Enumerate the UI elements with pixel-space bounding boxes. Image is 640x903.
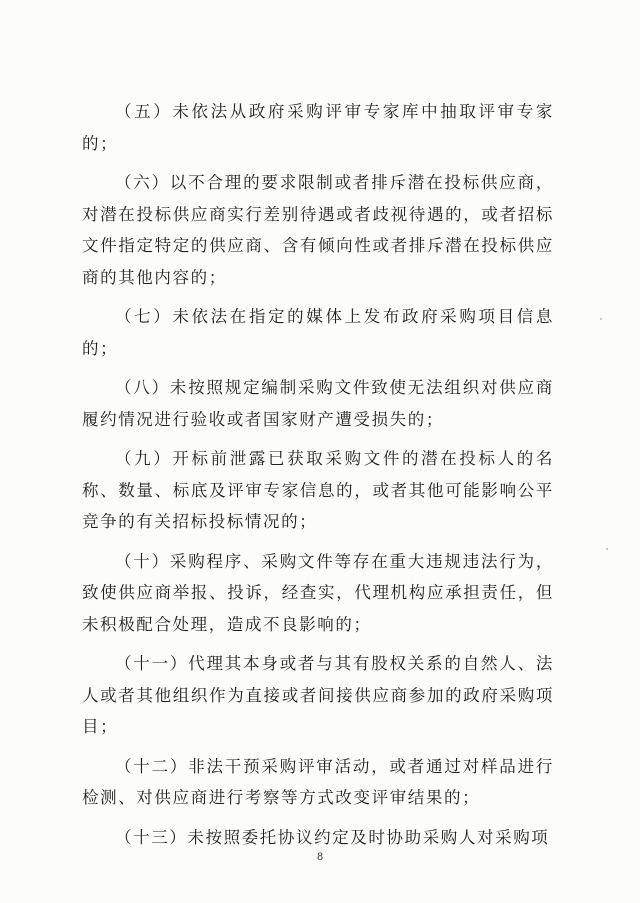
scan-speck <box>606 548 608 550</box>
paragraph-item-13: （十三）未按照委托协议约定及时协助采购人对采购项 <box>115 827 550 847</box>
document-body <box>82 96 554 861</box>
paragraph-item-5: （五）未依法从政府采购评审专家库中抽取评审专家的； <box>82 102 554 153</box>
page-number: 8 <box>316 852 324 863</box>
paragraph-item-8: （八）未按照规定编制采购文件致使无法组织对供应商履约情况进行验收或者国家财产遭受损失的； <box>82 378 554 429</box>
paragraph-item-10: （十）采购程序、采购文件等存在重大违规违法行为，致使供应商举报、投诉，经查实，代理机构应承担责任，但未积极配合处理，造成不良影响的； <box>82 551 554 634</box>
paragraph-item-12: （十二）非法干预采购评审活动，或者通过对样品进行检测、对供应商进行考察等方式改变评审结果的； <box>82 756 554 807</box>
paragraph-item-7: （七）未依法在指定的媒体上发布政府采购项目信息的； <box>82 307 554 358</box>
paragraph-item-9: （九）开标前泄露已获取采购文件的潜在投标人的名称、数量、标底及评审专家信息的，或者其他可能影响公平竞争的有关招标投标情况的； <box>82 449 554 531</box>
scan-speck <box>600 318 602 320</box>
paragraph-item-11: （十一）代理其本身或者与其有股权关系的自然人、法人或者其他组织作为直接或者间接供应商参加的政府采购项目； <box>82 654 554 736</box>
paragraph-item-6: （六）以不合理的要求限制或者排斥潜在投标供应商，对潜在投标供应商实行差别待遇或者歧视待遇的，或者招标文件指定特定的供应商、含有倾向性或者排斥潜在投标供应商的其他内容的； <box>82 173 554 287</box>
